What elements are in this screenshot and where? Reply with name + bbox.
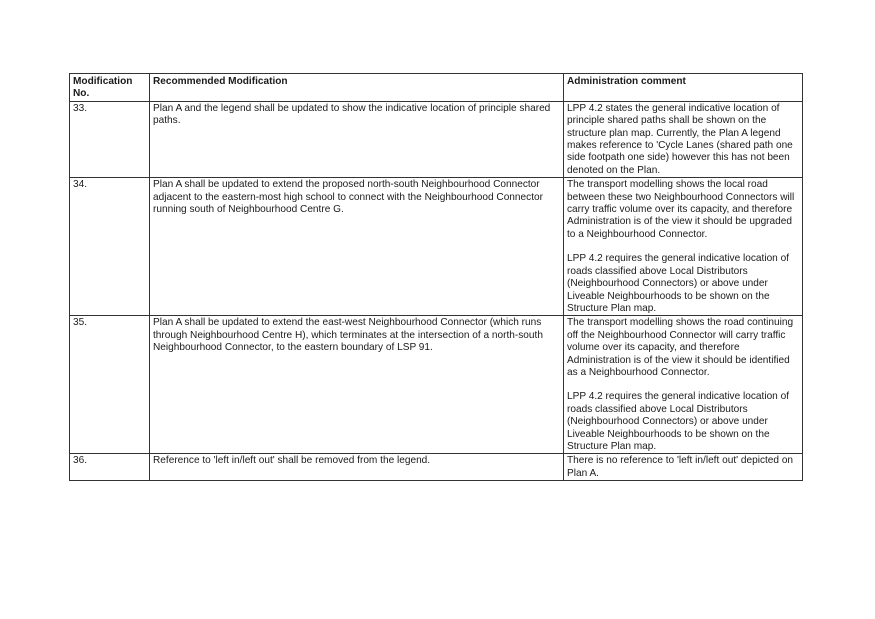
modification-text: Reference to 'left in/left out' shall be removed from the legend. (150, 454, 564, 481)
administration-comment (564, 316, 803, 454)
administration-comment (564, 454, 803, 481)
comment-paragraph: LPP 4.2 requires the general indicative location of roads classified above Local Distributors (Neighbourhood Connectors) or above under Liveable Neighbourhoods to be shown on the Structure Plan map. (567, 253, 790, 314)
comment-paragraph: There is no reference to 'left in/left out' depicted on Plan A. (567, 455, 794, 479)
comment-paragraph: The transport modelling shows the local road between these two Neighbourhood Connectors will carry traffic volume over its capacity, and therefore Administration is of the view it should be upgraded to a Neighbourhood Connector. (567, 179, 795, 240)
administration-comment (564, 178, 803, 316)
paragraph-gap (567, 379, 799, 391)
header-recommended-modification: Recommended Modification (150, 74, 564, 102)
modification-number: 36. (70, 454, 150, 481)
comment-paragraph: The transport modelling shows the road continuing off the Neighbourhood Connector will carry traffic volume over its capacity, and therefore Administration is of the view it should be identified as a Neighbourhood Connector. (567, 317, 794, 378)
table-row (70, 178, 803, 316)
modification-number: 35. (70, 316, 150, 454)
modification-text: Plan A and the legend shall be updated to show the indicative location of principle shared paths. (150, 101, 564, 177)
header-modification-no: Modification No. (70, 74, 150, 102)
modification-number: 33. (70, 101, 150, 177)
comment-paragraph: LPP 4.2 requires the general indicative location of roads classified above Local Distributors (Neighbourhood Connectors) or above under Liveable Neighbourhoods to be shown on the Structure Plan map. (567, 391, 790, 452)
header-administration-comment: Administration comment (564, 74, 803, 102)
paragraph-gap (567, 241, 799, 253)
table-row (70, 454, 803, 481)
table-header-row (70, 74, 803, 102)
modification-text: Plan A shall be updated to extend the proposed north-south Neighbourhood Connector adjacent to the eastern-most high school to connect with the Neighbourhood Connector running south of Neighbourhood Centre G. (150, 178, 564, 316)
comment-paragraph: LPP 4.2 states the general indicative location of principle shared paths shall be shown on the structure plan map. Currently, the Plan A legend makes reference to 'Cycle Lanes (shared path one side footpath one side) however this has not been denoted on the Plan. (567, 102, 793, 176)
table-row (70, 316, 803, 454)
modification-number: 34. (70, 178, 150, 316)
administration-comment (564, 101, 803, 177)
modification-text: Plan A shall be updated to extend the east-west Neighbourhood Connector (which runs through Neighbourhood Centre H), which terminates at the intersection of a north-south Neighbourhood Connector, to the eastern boundary of LSP 91. (150, 316, 564, 454)
table-row (70, 101, 803, 177)
modifications-table (69, 73, 803, 481)
